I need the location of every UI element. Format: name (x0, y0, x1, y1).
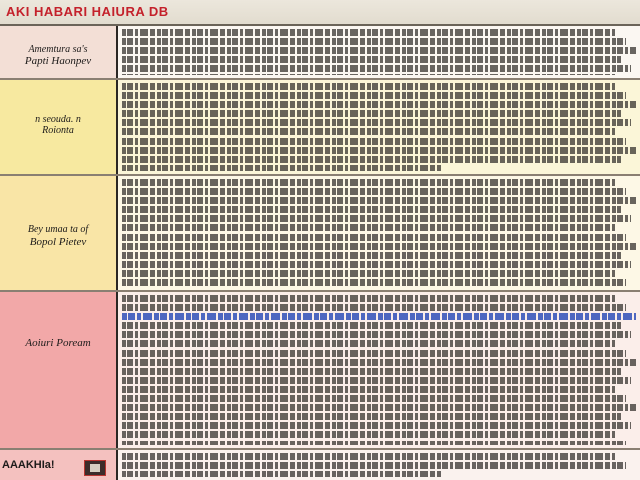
text-line (122, 128, 615, 135)
text-line (122, 252, 621, 259)
text-line (122, 56, 621, 63)
section-label-cell (0, 450, 118, 480)
text-line (122, 261, 631, 268)
section-label-cell (0, 80, 118, 174)
section-row-2 (0, 80, 640, 174)
text-line (122, 119, 631, 126)
text-line (122, 453, 615, 460)
section-label-top: n seouda. n (35, 114, 81, 125)
text-line (122, 110, 621, 117)
text-line (122, 215, 631, 222)
text-line (122, 206, 621, 213)
text-line (122, 295, 615, 302)
text-line (122, 368, 621, 375)
text-line (122, 47, 636, 54)
section-label-bottom: Roionta (42, 125, 74, 136)
section-text (122, 179, 636, 287)
section-row-1 (0, 26, 640, 78)
text-line (122, 386, 615, 393)
text-line (122, 313, 636, 320)
page-title: AKI HABARI HAIURA DB (6, 4, 169, 19)
text-line (122, 38, 626, 45)
section-text (122, 295, 636, 445)
text-line (122, 243, 636, 250)
text-line (122, 29, 615, 36)
text-line (122, 224, 615, 231)
film-icon (84, 460, 106, 476)
section-label-top: Aoiuri Poream (25, 337, 91, 349)
section-label-top: Amemtura sa's (28, 44, 88, 55)
section-label-cell (0, 292, 118, 448)
text-line (122, 234, 626, 241)
text-line (122, 441, 626, 446)
text-line (122, 65, 631, 72)
text-line (122, 101, 636, 108)
text-line (122, 147, 636, 154)
text-line (122, 165, 441, 171)
text-line (122, 92, 626, 99)
section-text (122, 83, 636, 171)
section-text (122, 29, 636, 75)
text-line (122, 377, 631, 384)
section-label-top: AAAKHIa! (2, 459, 55, 471)
section-label-cell (0, 26, 118, 78)
text-line (122, 431, 615, 438)
text-line (122, 462, 626, 469)
text-line (122, 359, 636, 366)
text-line (122, 422, 631, 429)
text-line (122, 413, 621, 420)
text-line (122, 279, 626, 286)
text-line (122, 179, 615, 186)
text-line (122, 156, 621, 163)
text-line (122, 395, 626, 402)
text-line (122, 404, 636, 411)
text-line (122, 197, 636, 204)
text-line (122, 322, 621, 329)
text-line (122, 270, 615, 277)
text-line (122, 138, 626, 145)
text-line (122, 471, 441, 477)
text-line (122, 331, 631, 338)
title-bar (0, 0, 640, 26)
section-row-4 (0, 292, 640, 448)
section-text (122, 453, 636, 477)
text-line (122, 74, 615, 75)
text-line (122, 350, 626, 357)
text-line (122, 304, 626, 311)
section-label-bottom: Bopol Pietev (29, 236, 87, 248)
text-line (122, 188, 626, 195)
section-label-bottom: Papti Haonpev (24, 55, 92, 67)
section-label-top: Bey umaa ta of (27, 224, 89, 235)
text-line (122, 83, 615, 90)
section-row-3 (0, 176, 640, 290)
section-row-5 (0, 450, 640, 480)
text-line (122, 340, 615, 347)
section-label-cell (0, 176, 118, 290)
